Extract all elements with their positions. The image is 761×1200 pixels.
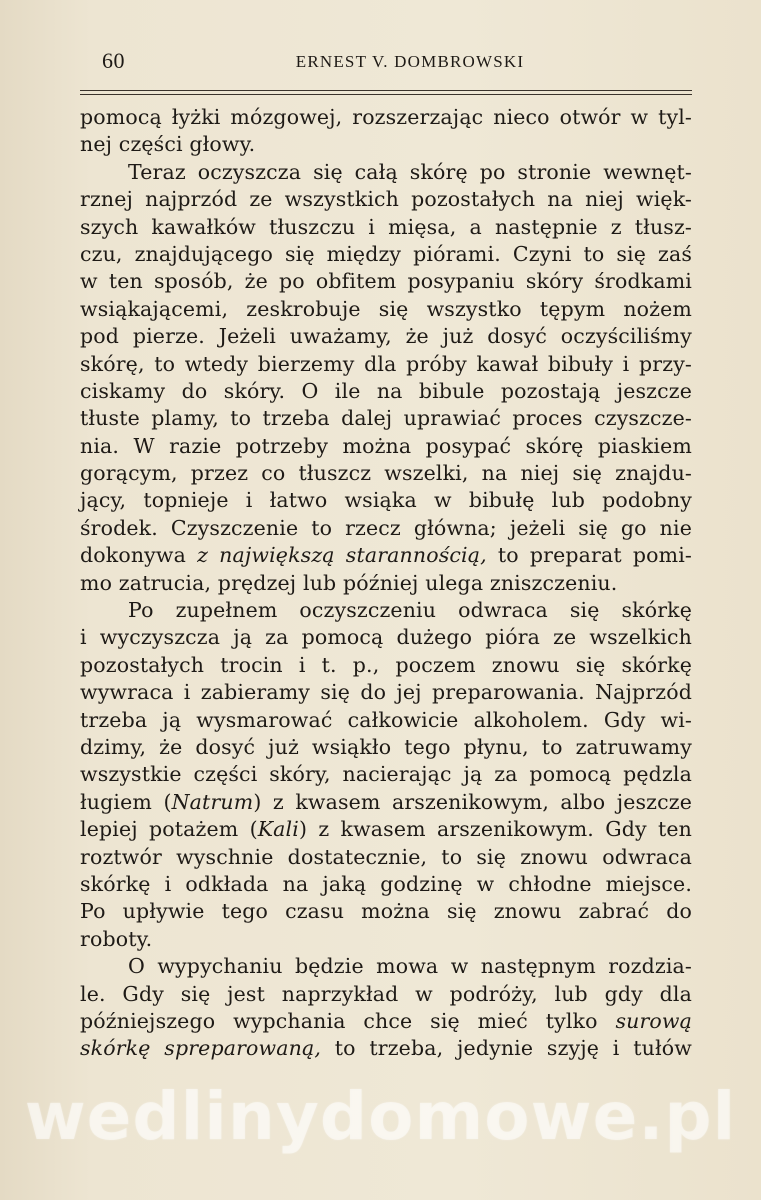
text-line: pod pierze. Jeżeli uważamy, że już dosyć oczyściliśmy	[80, 324, 692, 349]
text-line: ciskamy do skóry. O ile na bibule pozostają jeszcze	[80, 378, 692, 403]
text-line: czu, znajdującego się między piórami. Czyni to się zaś	[80, 241, 692, 266]
text-line: i wyczyszcza ją za pomocą dużego pióra ze wszelkich	[80, 625, 692, 650]
text-line	[80, 1008, 692, 1035]
text-line: O wypychaniu będzie mowa w następnym rozdzia-	[128, 954, 692, 979]
text-line: środek. Czyszczenie to rzecz główna; jeżeli się go nie	[80, 515, 692, 540]
text-run: to preparat pomi-	[486, 543, 693, 568]
text-line: nia. W razie potrzeby można posypać skórę piaskiem	[80, 433, 692, 458]
text-line: pomocą łyżki mózgowej, rozszerzając nieco otwór w tyl-	[80, 105, 692, 129]
text-line: tłuste plamy, to trzeba dalej uprawiać proces czyszcze-	[80, 406, 692, 431]
italic-run: surową	[615, 1008, 692, 1033]
text-line	[80, 542, 692, 569]
text-run: ) z kwasem arszenikowym, albo jeszcze	[253, 789, 692, 814]
text-line: dzimy, że dosyć już wsiąkło tego płynu, to zatruwamy	[80, 734, 692, 759]
text-line: wsiąkającemi, zeskrobuje się wszystko tępym nożem	[80, 296, 692, 321]
watermark: wedlinydomowe.pl	[24, 1078, 737, 1155]
text-line: wywraca i zabieramy się do jej preparowania. Najprzód	[80, 680, 692, 705]
text-line: pozostałych trocin i t. p., poczem znowu się skórkę	[80, 652, 692, 677]
header-rule-top	[80, 90, 692, 91]
text-run: to trzeba, jedynie szyję i tułów	[321, 1036, 692, 1061]
text-run: późniejszego wypchania chce się mieć tylko	[80, 1008, 616, 1033]
running-head: ERNEST V. DOMBROWSKI	[295, 52, 525, 71]
text-line: roboty.	[80, 926, 153, 951]
text-run: ługiem (	[80, 789, 172, 814]
text-line: skórkę i odkłada na jaką godzinę w chłodne miejsce.	[80, 871, 692, 896]
text-line: w ten sposób, że po obfitem posypaniu skóry środkami	[80, 269, 692, 294]
italic-run: z największą starannością,	[197, 543, 487, 568]
italic-run: Natrum	[171, 789, 254, 814]
text-line: roztwór wyschnie dostatecznie, to się znowu odwraca	[80, 844, 692, 869]
body-text	[80, 104, 692, 1063]
text-line: le. Gdy się jest naprzykład w podróży, lub gdy dla	[80, 981, 692, 1006]
text-line	[80, 816, 692, 843]
text-line: wszystkie części skóry, nacierając ją za pomocą pędzla	[80, 762, 692, 787]
text-run: dokonywa	[80, 543, 198, 568]
text-line: Teraz oczyszcza się całą skórę po stronie wewnęt-	[128, 159, 692, 184]
text-line: trzeba ją wysmarować całkowicie alkoholem. Gdy wi-	[80, 707, 692, 732]
text-line: gorącym, przez co tłuszcz wszelki, na niej się znajdu-	[80, 461, 692, 486]
page-header	[80, 46, 692, 80]
text-line: jący, topnieje i łatwo wsiąka w bibułę lub podobny	[80, 488, 692, 513]
italic-run: skórkę spreparowaną,	[80, 1036, 322, 1061]
text-line: mo zatrucia, prędzej lub później ulega zniszczeniu.	[80, 570, 618, 595]
page-number: 60	[102, 48, 125, 73]
text-line: Po upływie tego czasu można się znowu zabrać do	[80, 899, 692, 924]
text-line: rznej najprzód ze wszystkich pozostałych na niej więk-	[80, 187, 692, 212]
text-line: nej części głowy.	[80, 132, 256, 157]
text-line: Po zupełnem oczyszczeniu odwraca się skórkę	[128, 598, 692, 623]
text-run: ) z kwasem arszenikowym. Gdy ten	[298, 817, 692, 842]
text-line	[80, 1035, 692, 1062]
text-line	[80, 789, 692, 816]
text-run: lepiej potażem (	[80, 817, 258, 842]
header-rule-bottom	[80, 94, 692, 95]
text-line: skórę, to wtedy bierzemy dla próby kawał bibuły i przy-	[80, 351, 692, 376]
text-line: szych kawałków tłuszczu i mięsa, a następnie z tłusz-	[80, 214, 692, 239]
italic-run: Kali	[257, 817, 299, 842]
